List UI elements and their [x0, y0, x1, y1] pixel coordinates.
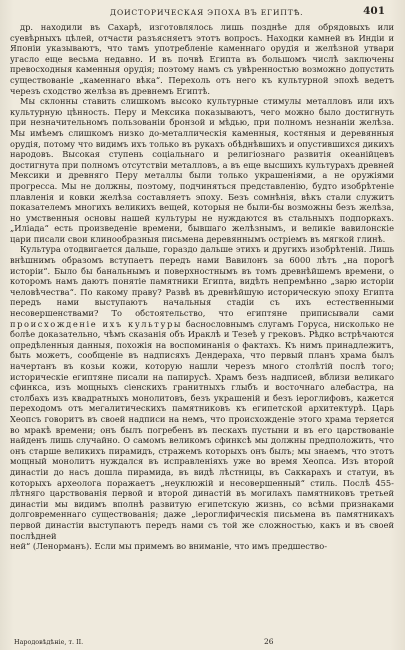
paragraph-text: Мы склонны ставить слишкомъ высоко культурные стимулы металловъ или ихъ культурную цѣнность. Перу и Мексика показываютъ, чего можно было достигнуть при незначительномъ пользованіи бронзой и мѣдью, при полномъ незнаніи желѣза. Мы имѣемъ слишкомъ низко до-металлическія каменныя, костяныя и деревянныя орудія, потому что видимъ ихъ только въ рукахъ обѣднѣвшихъ и опустившихся дикихъ народовъ. Высокая ступень соціальнаго и религіознаго развитія океанійцевъ достигнута при полномъ отсутствіи металловъ, а въ еще высшихъ культурахъ древней Мексики и древняго Перу металлы были только украшеніями, а не оружіями прогресса. Мы не должны, поэтому, подчиняться представленію, будто изобрѣтеніе плавленія и ковки желѣза составляетъ эпоху. Безъ сомнѣнія, вѣкъ стали служитъ показателемъ многихъ великихъ вещей, которыя не были-бы возможны безъ желѣза, но умственныя основы нашей культуры не нуждаются въ стальныхъ подпоркахъ. „Иліада“ есть произведеніе времени, бывшаго желѣзнымъ, и великіе вавилонскіе цари писали свои клинообразныя письмена деревяннымъ остріемъ въ мягкой глинѣ. [10, 96, 394, 244]
paragraph-text: баснословнымъ слугамъ Горуса, нисколько не болѣе доказательно, чѣмъ сказанія объ Ираклѣ и Тезеѣ у грековъ. Рѣдко встрѣчаются опредѣленныя данныя, похожія на воспоминанія о фактахъ. Къ нимъ принадлежитъ, быть можетъ, сообщеніе въ надписяхъ Дендераха, что первый планъ храма былъ начертанъ въ козьи кожи, которую нашли черезъ много столѣтій послѣ того; историческіе египтяне писали на папирусѣ. Храмъ безъ надписей, вблизи великаго сфинкса, изъ мощныхъ сіенскихъ гранитныхъ глыбъ и восточнаго алебастра, на столбахъ изъ квадратныхъ монолитовъ, безъ украшеній и безъ іероглифовъ, кажется переходомъ отъ мегалитическихъ памятниковъ къ египетской архитектурѣ. Царь Хеопсъ говоритъ въ своей надписи на немъ, что происхожденіе этого храма теряется во мракѣ времени; онъ былъ погребенъ въ пескахъ пустыни и въ его царствованіе найденъ лишь случайно. О самомъ великомъ сфинксѣ мы должны предположить, что онъ старше великихъ пирамидъ, стражемъ которыхъ онъ былъ; мы знаемъ, что этотъ мощный монолитъ нуждался въ исправленіяхъ уже во время Хеопса. Изъ второй династіи до насъ дошла пирамида, въ видѣ лѣстницы, въ Саккарахъ и статуи, въ которыхъ археолога поражаетъ „неуклюжій и несовершенный“ стиль. Послѣ 455-лѣтняго царствованія первой и второй династій въ могилахъ памятниковъ третьей династіи мы видимъ вполнѣ развитую египетскую жизнь, со всѣми признаками долговременнаго существованія; даже „іероглифическія письмена въ памятникахъ первой династіи выступаютъ передъ нами съ той же сложностью, какъ и въ своей послѣдней [10, 318, 394, 541]
paragraph [10, 244, 394, 541]
sheet-number: 26 [264, 637, 274, 646]
paragraph [10, 22, 394, 96]
running-head [6, 4, 397, 22]
paragraph-text: ней“ (Ленорманъ). Если мы примемъ во вниманіе, что имъ предшество- [10, 541, 328, 552]
paragraph-text: Культура отодвигается дальше, гораздо дальше этихъ и другихъ изобрѣтеній. Лишь внѣшнимъ образомъ вступаетъ передъ нами Вавилонъ за 6000 лѣтъ „на порогѣ исторіи“. Было бы банальнымъ и поверхностнымъ въ томъ древнѣйшемъ времени, о которомъ намъ даютъ понятіе памятники Египта, видѣть непремѣнно „зарю исторіи человѣчества“. По какому праву? Развѣ въ древнѣйшую историческую эпоху Египта передъ нами выступаютъ начальныя стадіи съ ихъ естественными несовершенствами? То обстоятельство, что египтяне приписывали сами [10, 244, 394, 319]
page-footer [14, 634, 391, 646]
paragraph [10, 541, 394, 552]
running-title: ДОИСТОРИЧЕСКАЯ ЭПОХА ВЪ ЕГИПТѢ. [110, 8, 304, 17]
signature-mark: Народовѣдѣніе, т. II. [14, 638, 84, 646]
page-number: 401 [363, 5, 385, 17]
paragraph-text: др. находили въ Сахарѣ, изготовлялось лишь позднѣе для обрядовыхъ или суевѣрныхъ цѣлей, отчасти разъясняетъ этотъ вопросъ. Находки камней въ Индіи и Японіи указываютъ, что тамъ употребленіе каменнаго орудія и желѣзной утвари угасло еще весьма недавно. И въ почвѣ Египта въ большомъ числѣ заключены превосходныя каменныя орудія; поэтому намъ съ увѣренностью возможно допустить существованіе „каменнаго вѣка“. Перехоль отъ него къ культурной эпохѣ ведетъ черезъ сходство желѣза въ древнемъ Египтѣ. [10, 22, 394, 96]
body-text [10, 22, 394, 552]
paragraph [10, 96, 394, 244]
emphasized-text: происхожденіе ихъ культуры [10, 318, 183, 329]
